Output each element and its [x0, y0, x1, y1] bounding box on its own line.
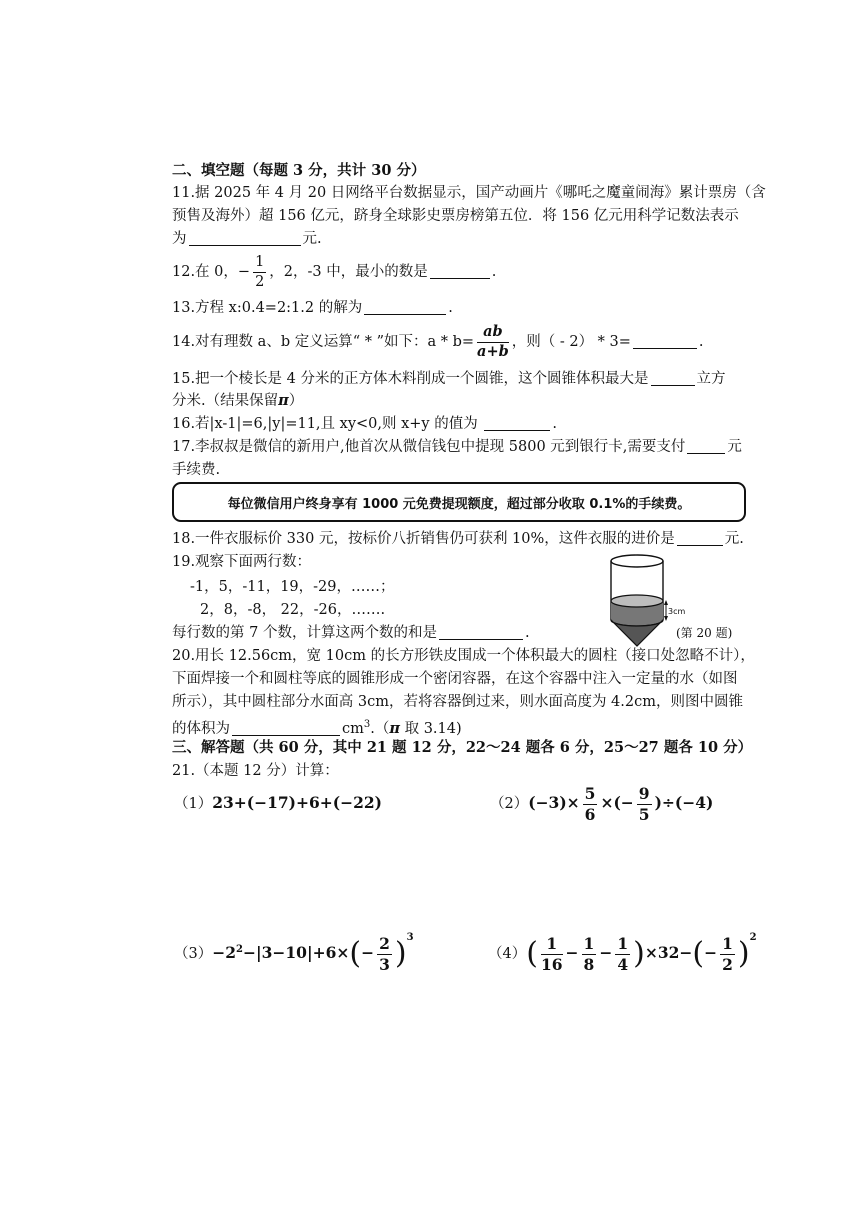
q20-line2: 下面焊接一个和圆柱等底的圆锥形成一个密闭容器，在这个容器中注入一定量的水（如图	[172, 671, 738, 687]
q16-text: 16.若|x-1|=6,|y|=11,且 xy<0,则 x+y 的值为	[172, 416, 478, 432]
q14	[172, 320, 704, 364]
q18	[172, 528, 744, 550]
q11-line2: 预售及海外）超 156 亿元，跻身全球影史票房榜第五位．将 156 亿元用科学记数法表示	[172, 208, 739, 224]
q21-part3-lparen: (	[349, 936, 362, 971]
q21-part4-fraction2-den: 8	[583, 954, 595, 974]
q21-part2-b: ×(−	[600, 793, 634, 812]
figure-caption: (第 20 题)	[676, 626, 733, 640]
q21-part3-b: −|3−10|+6×	[242, 943, 350, 962]
q21-title: 21.（本题 12 分）计算：	[172, 763, 339, 779]
q20-answer-blank[interactable]	[232, 720, 340, 736]
q11-prefix: 为	[172, 231, 187, 247]
q20-line1: 20.用长 12.56cm，宽 10cm 的长方形铁皮围成一个体积最大的圆柱（接口处忽略不计），	[172, 648, 755, 664]
notice-box	[172, 482, 746, 522]
q18-text: 18.一件衣服标价 330 元，按标价八折销售仍可获利 10%，这件衣服的进价是	[172, 531, 675, 547]
q20-pi: π	[389, 719, 400, 737]
q15-note: 分米.（结果保留	[172, 393, 279, 409]
q15-answer-blank[interactable]	[651, 370, 695, 386]
q20-prefix: 的体积为	[172, 720, 230, 737]
section-2-title: 二、填空题（每题 3 分，共计 30 分）	[172, 162, 426, 179]
figure-3cm-label: 3cm	[668, 607, 686, 616]
q21-part4-minus2: −	[599, 943, 613, 962]
q21-part2-label: （2）	[490, 796, 529, 812]
q20-pi-value: 取 3.14)	[399, 720, 462, 737]
q14-fraction-num: ab	[477, 325, 509, 343]
q21-part2-fraction1	[583, 786, 598, 822]
q21-part2-fraction2-den: 5	[638, 804, 650, 824]
q21-part3-sup: 3	[406, 932, 414, 943]
q19-row2: 2，8，-8， 22，-26，…….	[200, 602, 386, 618]
q11-answer-blank[interactable]	[189, 230, 301, 246]
q20-line4	[172, 714, 462, 740]
q20-line3: 所示），其中圆柱部分水面高 3cm，若将容器倒过来，则水面高度为 4.2cm，则图中圆锥	[172, 694, 743, 710]
q14-answer-blank[interactable]	[633, 333, 697, 349]
q21-part4-rparen2: )	[737, 936, 750, 971]
q14-fraction	[477, 325, 509, 359]
q11-suffix: 元.	[302, 231, 322, 247]
q15-text: 15.把一个棱长是 4 分米的正方体木料削成一个圆锥，这个圆锥体积最大是	[172, 371, 649, 387]
q17-text: 17.李叔叔是微信的新用户,他首次从微信钱包中提现 5800 元到银行卡,需要支付	[172, 439, 686, 455]
q21-part3-rparen: )	[394, 936, 407, 971]
q17-answer-blank[interactable]	[687, 438, 725, 454]
notice-text: 每位微信用户终身享有 1000 元免费提现额度，超过部分收取 0.1%的手续费。	[227, 496, 691, 512]
q11-line3	[172, 228, 322, 250]
q21-part4-lparen: (	[526, 936, 538, 971]
q12-answer-blank[interactable]	[430, 263, 490, 279]
q21-part4-fraction1-num: 1	[541, 936, 563, 955]
q21-part2-a: (−3)×	[528, 793, 580, 812]
q21-part4	[488, 910, 757, 982]
q21-part1-label: （1）	[174, 796, 213, 812]
q12-minus: −	[237, 264, 251, 280]
q15-line1	[172, 368, 726, 390]
q13	[172, 297, 453, 319]
q12-text: ，2，-3 中，最小的数是	[269, 264, 428, 280]
q19-ask	[172, 622, 530, 644]
q19-ask-end: .	[524, 625, 530, 641]
q20-paren: .（	[370, 720, 390, 737]
q21-part2	[490, 778, 713, 829]
q21-part4-fraction4-num: 1	[722, 934, 733, 953]
q20-unit-sup: 3	[363, 719, 371, 730]
q11-line1: 11.据 2025 年 4 月 20 日网络平台数据显示，国产动画片《哪吒之魔童闹海》累计票房（含	[172, 185, 766, 201]
q14-end: .	[698, 334, 704, 350]
q14-text2: ，则（ - 2） * 3=	[511, 334, 631, 350]
q21-part4-rparen: )	[633, 936, 645, 971]
q21-part2-fraction2	[637, 786, 652, 822]
q17-line2: 手续费.	[172, 462, 221, 478]
q21-part3-minus: −	[361, 943, 375, 962]
q13-text: 13.方程 x:0.4=2:1.2 的解为	[172, 300, 363, 316]
q12	[172, 250, 496, 294]
q15-pi: π	[278, 392, 289, 409]
q16-answer-blank[interactable]	[484, 415, 550, 431]
q17-line1	[172, 436, 742, 458]
q16-end: .	[552, 416, 557, 432]
q13-end: .	[448, 300, 453, 316]
q21-part3-fraction-den: 3	[379, 954, 390, 974]
q21-part1-expression: 23+(−17)+6+(−22)	[212, 793, 383, 812]
q12-end: .	[491, 264, 497, 280]
q15-note-end: ）	[288, 393, 304, 409]
q15-unit: 立方	[696, 371, 726, 387]
section-3-title: 三、解答题（共 60 分，其中 21 题 12 分，22～24 题各 6 分，25～27 题各 10 分）	[172, 739, 753, 756]
q21-part4-minus3: −	[704, 943, 718, 962]
q21-part4-sup: 2	[749, 932, 757, 943]
q19-row1: -1，5，-11，19，-29，……；	[190, 579, 395, 595]
q18-answer-blank[interactable]	[677, 530, 723, 546]
q19-title: 19.观察下面两行数：	[172, 554, 312, 570]
q21-part4-fraction4-den: 2	[722, 954, 733, 974]
q15-line2	[172, 390, 303, 412]
q12-fraction-num: 1	[253, 255, 266, 273]
q21-part4-fraction2-num: 1	[583, 934, 595, 953]
q21-part3	[174, 910, 414, 982]
q21-part4-fraction4	[720, 936, 735, 972]
q12-prefix: 12.在 0，	[172, 264, 238, 280]
q21-part3-label: （3）	[174, 946, 213, 962]
q17-unit: 元	[727, 439, 742, 455]
q21-part3-a: −2	[212, 943, 237, 962]
q21-part4-fraction1	[541, 936, 563, 972]
q12-fraction	[253, 255, 266, 289]
q19-ask-text: 每行数的第 7 个数，计算这两个数的和是	[172, 625, 437, 641]
q16	[172, 413, 557, 435]
q21-part4-b: ×32−	[644, 943, 693, 962]
q21-part2-fraction2-num: 9	[638, 784, 650, 803]
q12-fraction-den: 2	[255, 273, 265, 290]
q21-part4-fraction2	[582, 936, 597, 972]
q21-part2-fraction1-num: 5	[584, 784, 596, 803]
q14-text: 14.对有理数 a、b 定义运算“ * ”如下：a * b=	[172, 334, 475, 350]
q14-fraction-den: a+b	[477, 342, 509, 360]
q18-end: 元.	[724, 531, 744, 547]
q21-part4-fraction1-den: 16	[540, 954, 563, 974]
q21-part4-minus1: −	[565, 943, 579, 962]
q20-unit: cm	[342, 720, 364, 737]
q21-part4-lparen2: (	[692, 936, 705, 971]
q21-part3-fraction	[377, 936, 392, 972]
q21-part3-a-sup: 2	[236, 944, 243, 956]
q21-part2-fraction1-den: 6	[584, 804, 596, 824]
q13-answer-blank[interactable]	[364, 299, 446, 315]
q21-part2-c: )÷(−4)	[654, 793, 714, 812]
q21-part4-label: （4）	[488, 946, 527, 962]
q21-part4-fraction3-den: 4	[617, 954, 629, 974]
q21-part3-fraction-num: 2	[379, 934, 390, 953]
q19-answer-blank[interactable]	[439, 624, 523, 640]
q21-part1	[174, 792, 382, 815]
q21-part4-fraction3-num: 1	[617, 934, 629, 953]
q21-part4-fraction3	[615, 936, 630, 972]
